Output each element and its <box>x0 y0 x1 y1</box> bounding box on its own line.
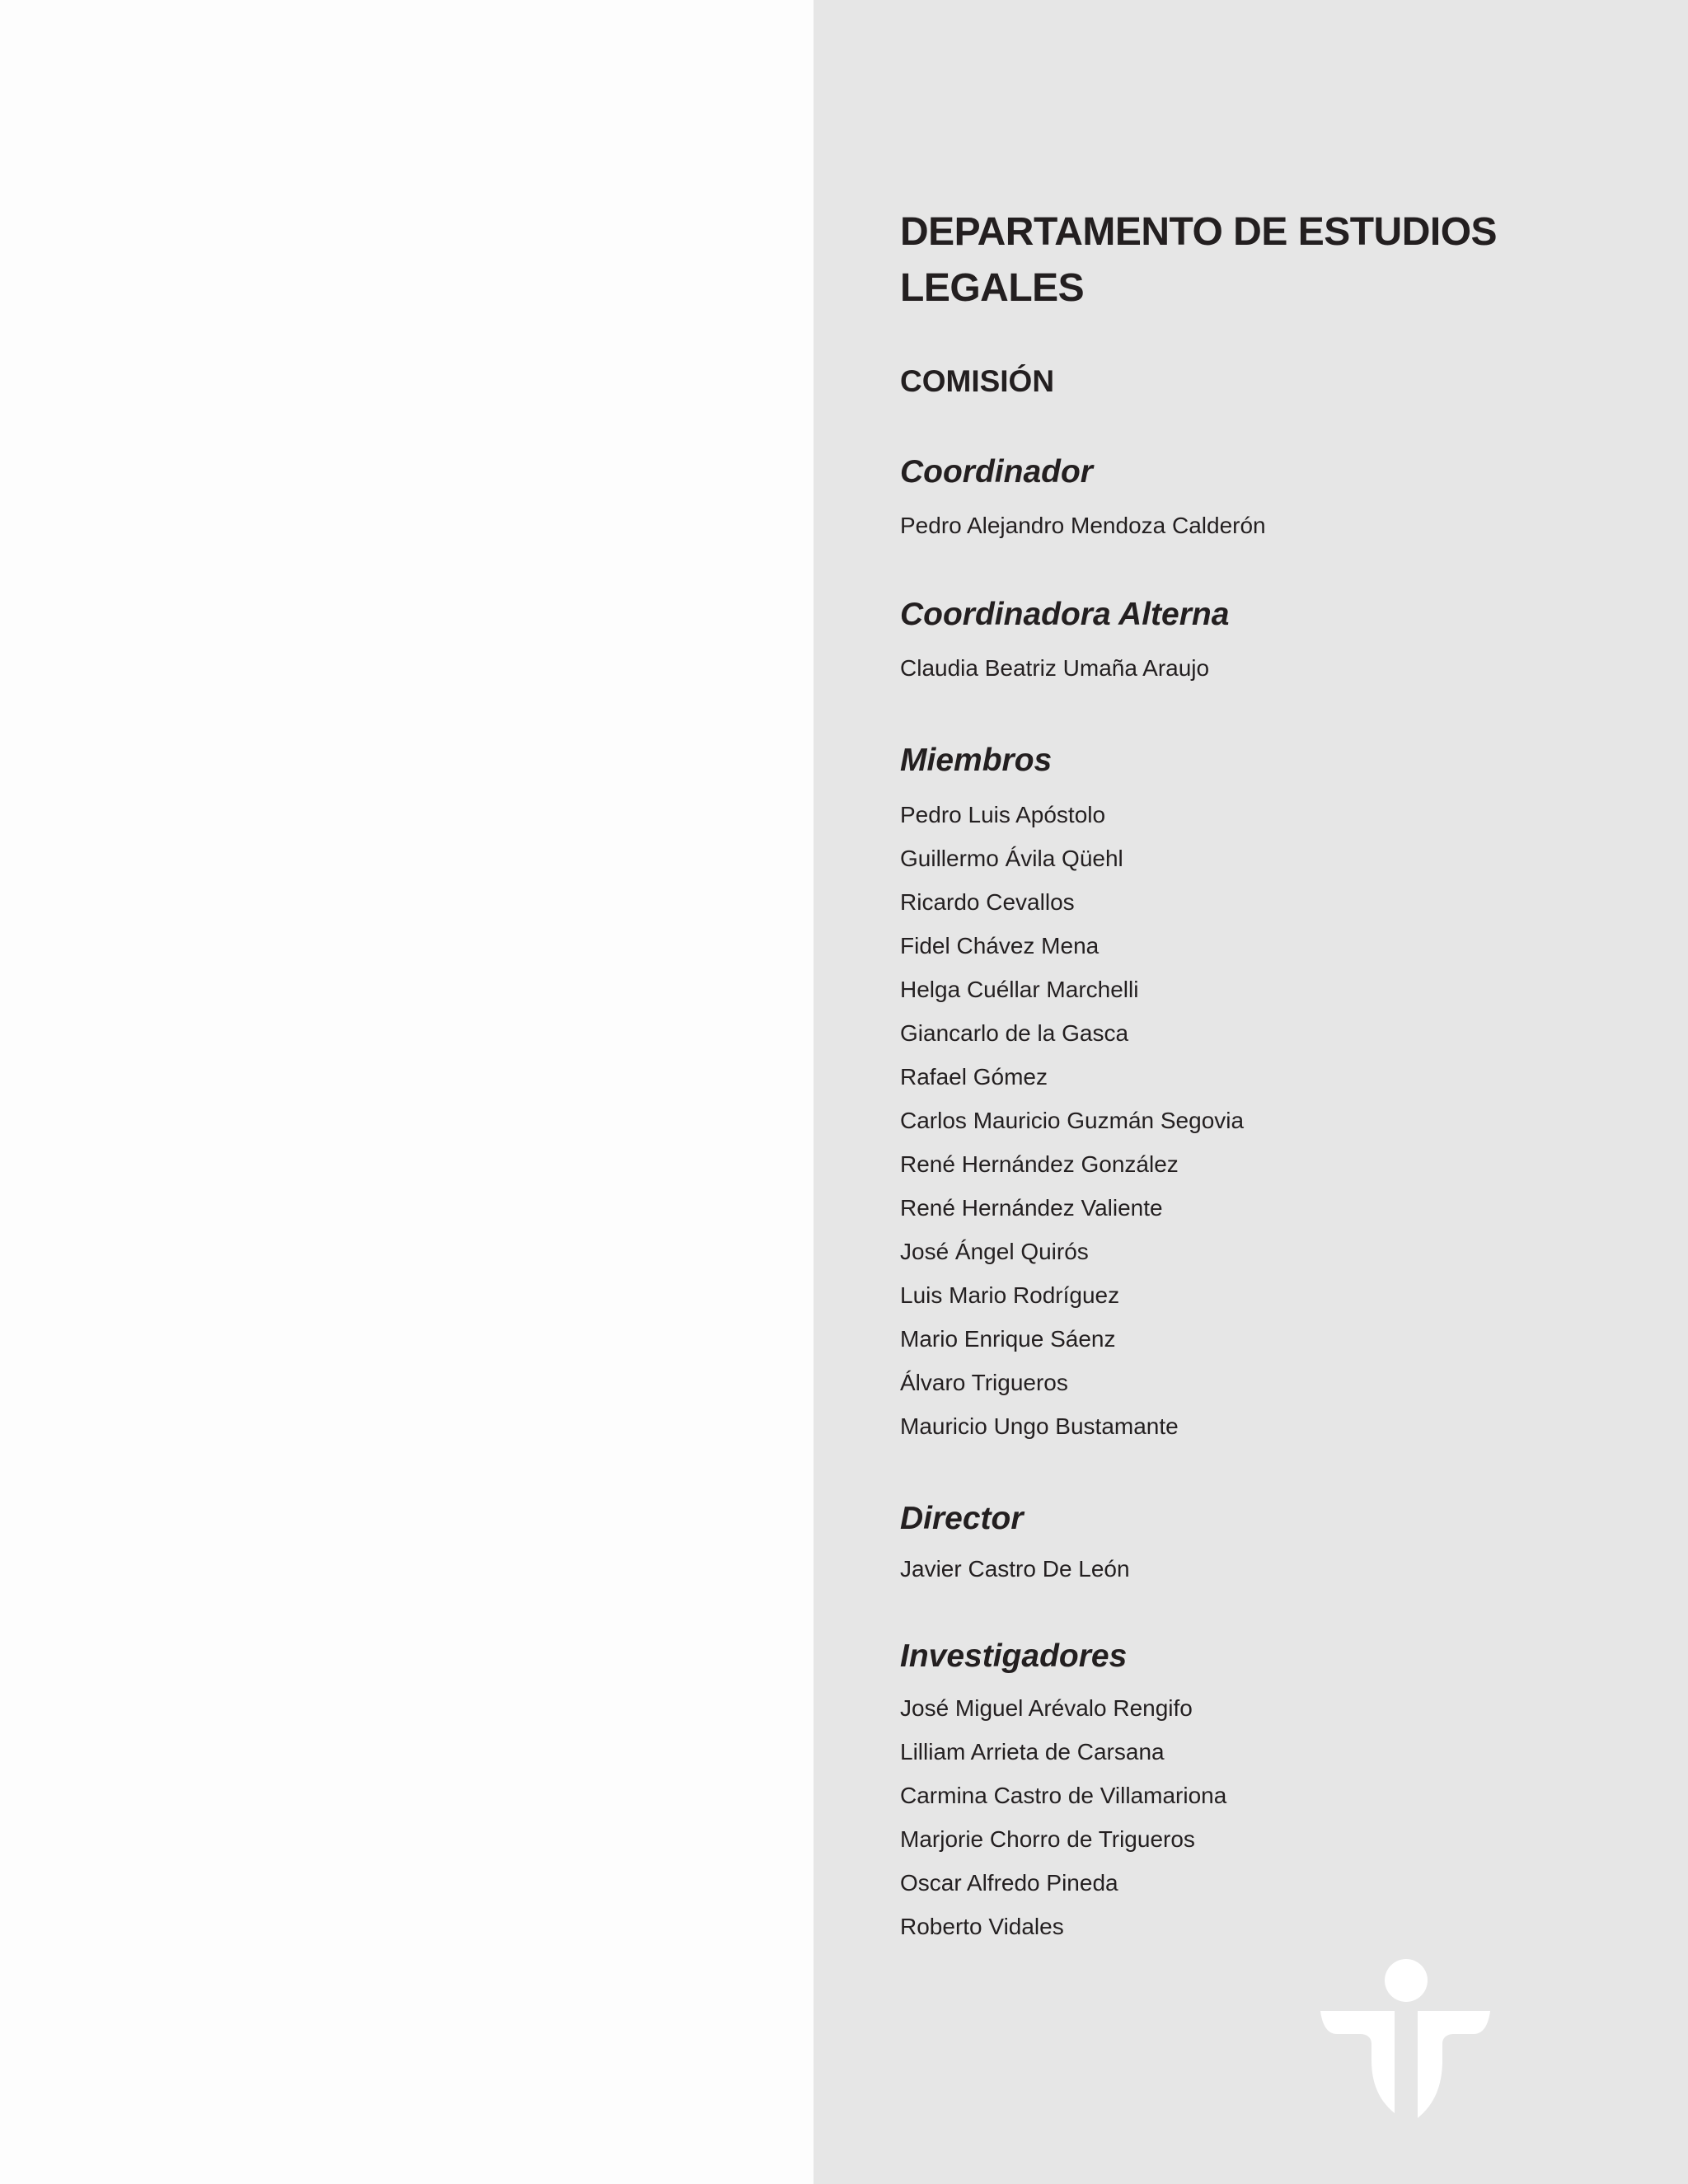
coordinador-heading: Coordinador <box>900 454 1093 490</box>
list-item: Lilliam Arrieta de Carsana <box>900 1739 1165 1765</box>
miembros-list <box>900 793 1244 1448</box>
coordinadora-alterna-heading: Coordinadora Alterna <box>900 597 1230 632</box>
list-item: Claudia Beatriz Umaña Araujo <box>900 655 1210 681</box>
person-emblem-icon <box>1320 1958 1490 2120</box>
department-title-line-2: LEGALES <box>900 266 1085 310</box>
emblem-right-arm <box>1418 2011 1490 2118</box>
list-item: René Hernández González <box>900 1151 1179 1177</box>
list-item: Carlos Mauricio Guzmán Segovia <box>900 1108 1245 1133</box>
department-title-line-1: DEPARTAMENTO DE ESTUDIOS <box>900 210 1498 254</box>
investigadores-list <box>900 1686 1226 1948</box>
list-item: Marjorie Chorro de Trigueros <box>900 1826 1195 1852</box>
list-item: René Hernández Valiente <box>900 1195 1163 1221</box>
list-item: Carmina Castro de Villamariona <box>900 1783 1227 1808</box>
miembros-heading: Miembros <box>900 743 1053 778</box>
list-item: Fidel Chávez Mena <box>900 933 1100 958</box>
list-item: Mauricio Ungo Bustamante <box>900 1413 1179 1439</box>
director-list <box>900 1547 1130 1591</box>
list-item: Pedro Luis Apóstolo <box>900 802 1106 827</box>
commission-heading: COMISIÓN <box>900 364 1055 398</box>
blank-left-page <box>0 0 814 2184</box>
list-item: Luis Mario Rodríguez <box>900 1282 1120 1308</box>
director-heading: Director <box>900 1501 1024 1536</box>
investigadores-heading: Investigadores <box>900 1638 1128 1674</box>
list-item: Giancarlo de la Gasca <box>900 1020 1129 1046</box>
emblem-left-arm <box>1320 2011 1395 2113</box>
list-item: Guillermo Ávila Qüehl <box>900 846 1123 871</box>
list-item: José Miguel Arévalo Rengifo <box>900 1695 1193 1721</box>
list-item: Helga Cuéllar Marchelli <box>900 977 1139 1002</box>
list-item: Roberto Vidales <box>900 1914 1064 1939</box>
coordinadora-alterna-list <box>900 646 1209 690</box>
list-item: Oscar Alfredo Pineda <box>900 1870 1118 1896</box>
list-item: Rafael Gómez <box>900 1064 1048 1090</box>
list-item: Javier Castro De León <box>900 1556 1130 1582</box>
list-item: Pedro Alejandro Mendoza Calderón <box>900 513 1266 538</box>
emblem-head <box>1385 1959 1428 2002</box>
department-title <box>900 204 1625 316</box>
list-item: Mario Enrique Sáenz <box>900 1326 1116 1352</box>
list-item: Ricardo Cevallos <box>900 889 1075 915</box>
coordinador-list <box>900 504 1266 547</box>
list-item: José Ángel Quirós <box>900 1239 1089 1264</box>
list-item: Álvaro Trigueros <box>900 1370 1068 1395</box>
